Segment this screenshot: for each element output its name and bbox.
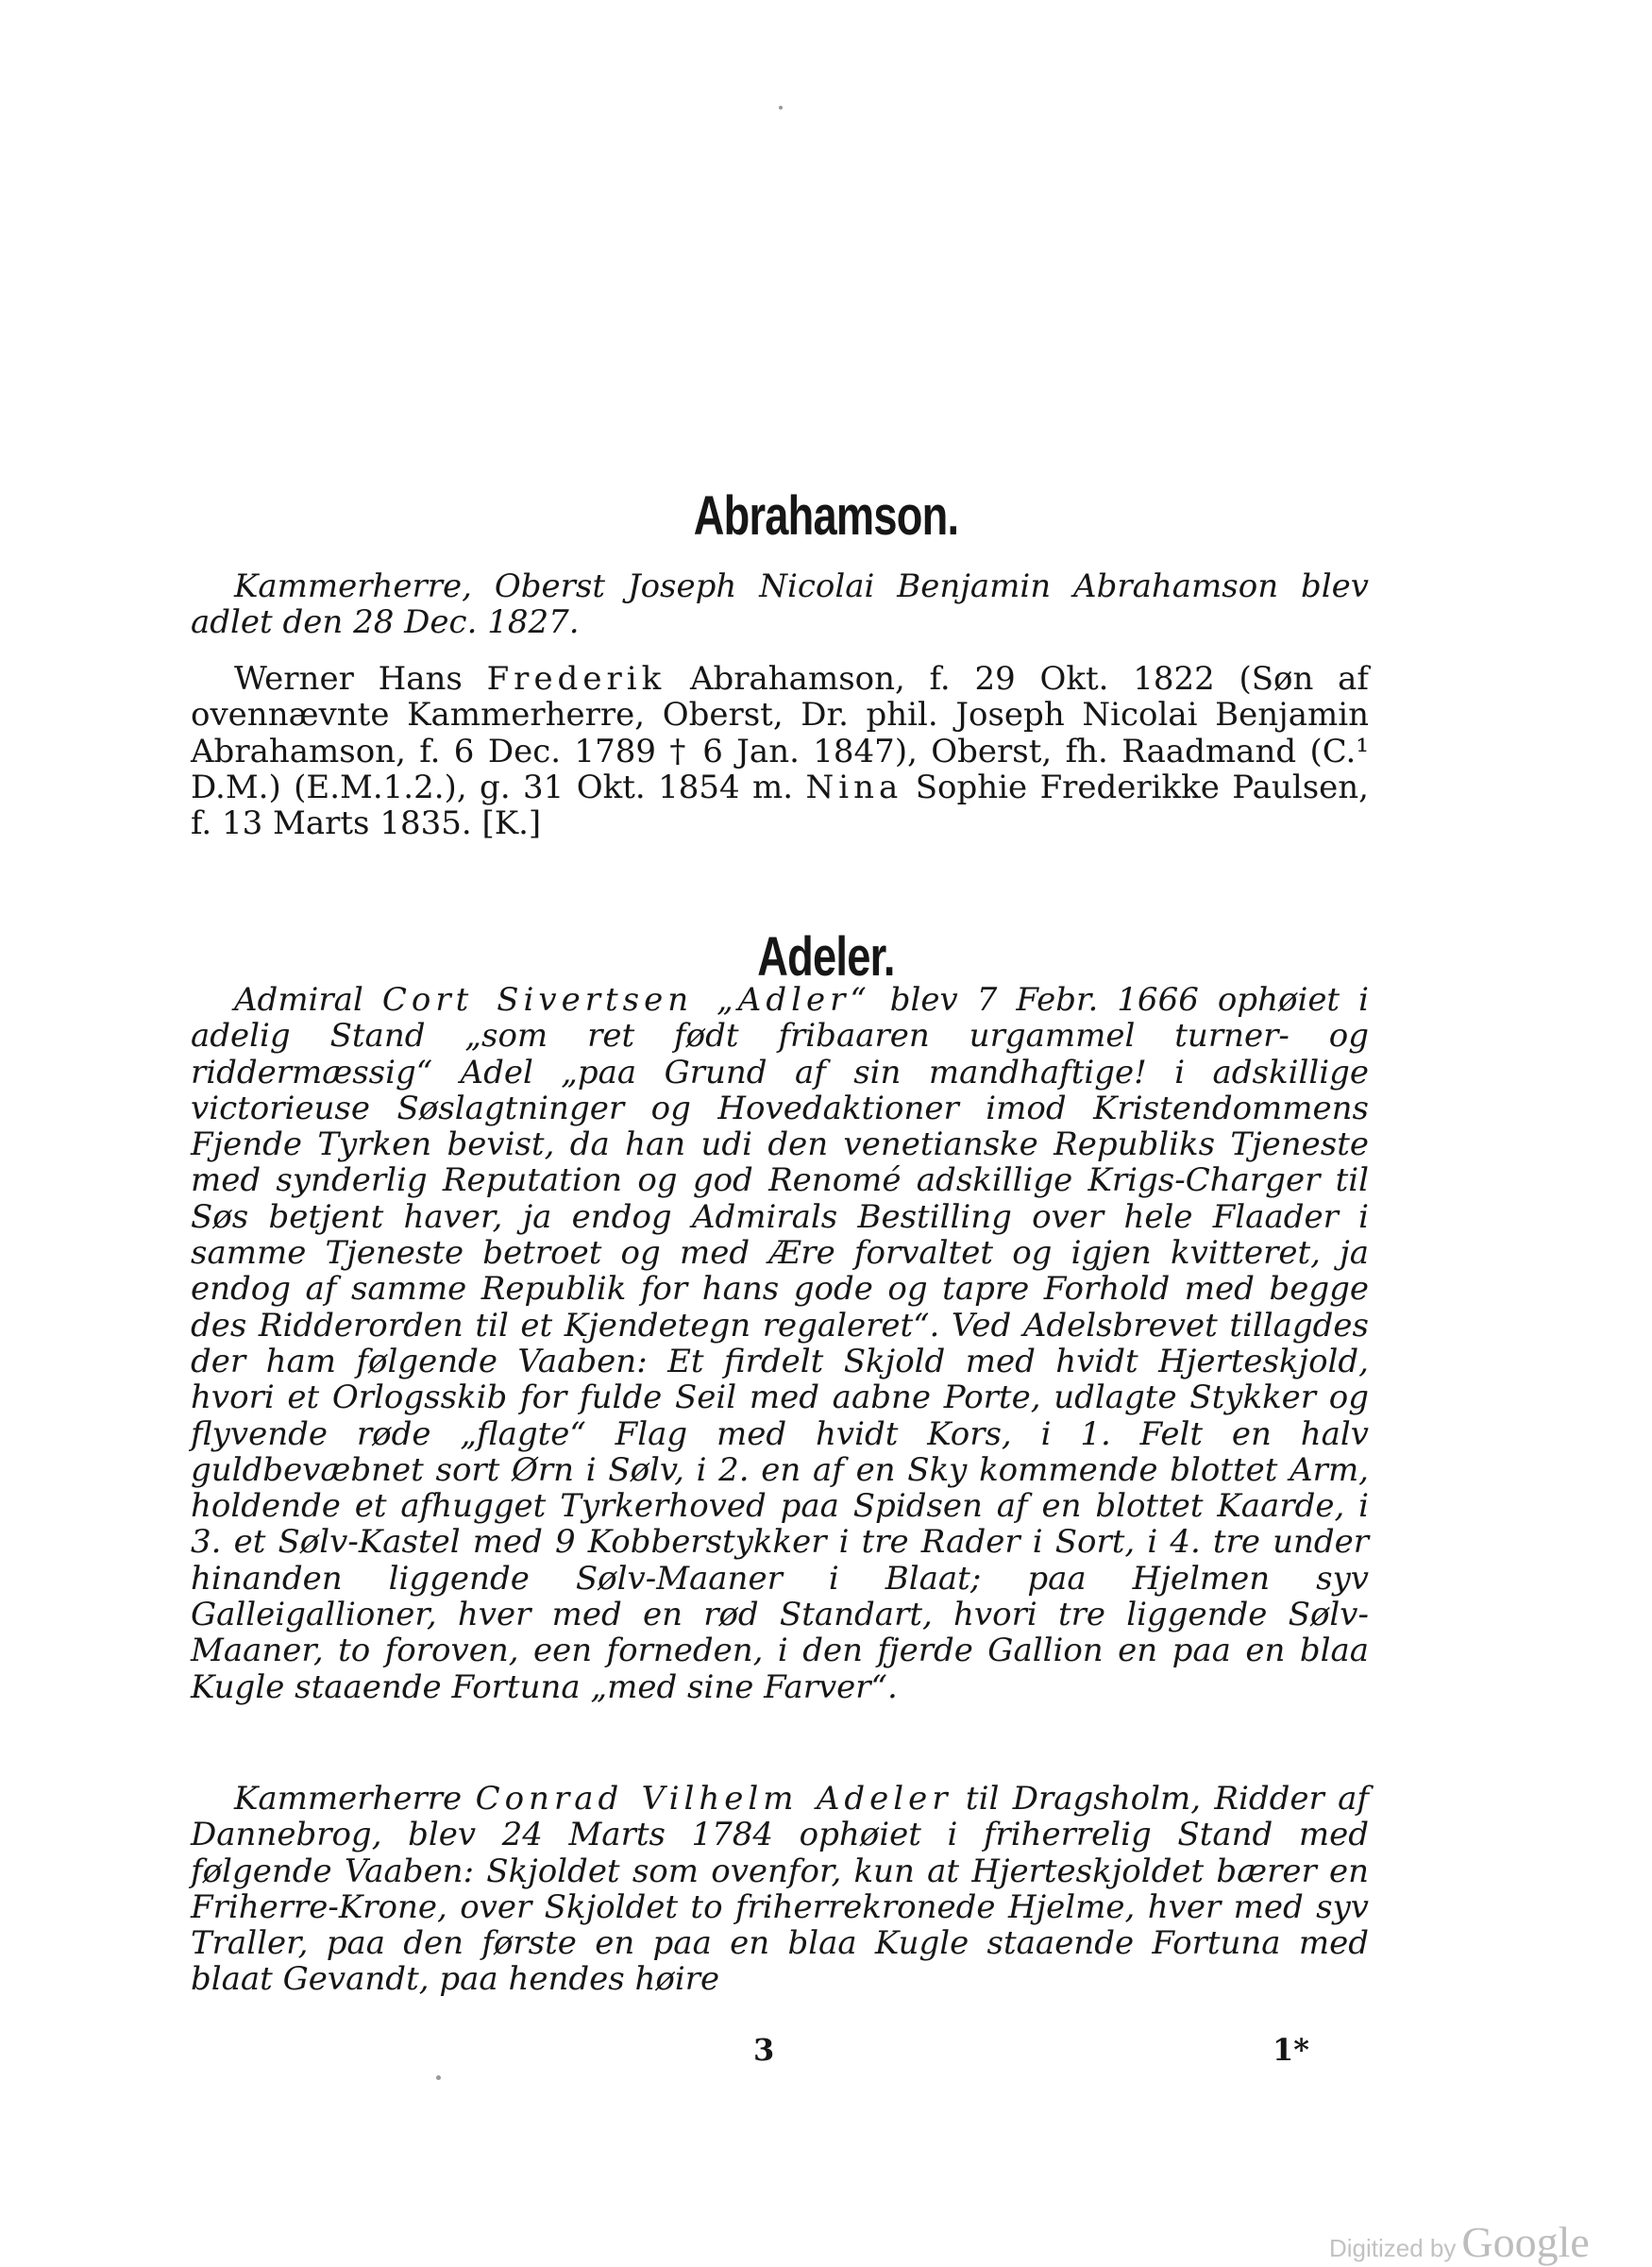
entry-name-spaced: Frederik <box>486 660 666 698</box>
para1-lead: Admiral <box>234 981 363 1019</box>
section-heading-abrahamson: Abrahamson. <box>693 485 959 547</box>
abrahamson-entry-text <box>191 661 1369 841</box>
watermark-prefix: Digitized by <box>1329 2234 1457 2262</box>
page-number: 3 <box>753 2032 775 2068</box>
adeler-paragraph-2-text <box>191 1781 1369 1998</box>
section-heading-adeler: Adeler. <box>757 926 895 988</box>
adeler-paragraph-1-text <box>191 982 1369 1705</box>
paper-speck <box>779 106 783 110</box>
digitized-watermark <box>1329 2217 1590 2267</box>
signature-mark: 1* <box>1273 2032 1309 2068</box>
para2-spaced-name: Conrad Vilhelm Adeler <box>475 1780 952 1818</box>
para1-spaced-name: Cort Sivertsen „Adler“ <box>381 981 871 1019</box>
adeler-paragraph-1 <box>191 982 1369 1705</box>
adeler-paragraph-2 <box>191 1781 1369 1998</box>
paper-speck <box>436 2075 441 2080</box>
abrahamson-intro <box>191 568 1369 641</box>
entry-text-b: Sophie Frederikke Paulsen, f. 13 Marts 1835. [K.] <box>191 768 1369 843</box>
entry-name-prefix: Werner Hans <box>234 660 463 698</box>
para2-lead: Kammerherre <box>234 1780 463 1818</box>
para2-body: til Dragsholm, Ridder af Dannebrog, blev 24 Marts 1784 ophøiet i friherrelig Stand med følgende Vaaben: Skjoldet som ovenfor, kun at Hjerteskjoldet bærer en Friherre-Krone, over Skjoldet to friherrekronede Hjelme, hver med syv Traller, paa den første en paa en blaa Kugle staaende Fortuna med blaat Gevandt, paa hendes høire <box>191 1780 1370 1999</box>
para1-body: blev 7 Febr. 1666 ophøiet i adelig Stand „som ret født fribaaren urgammel turner- og riddermæssig“ Adel „paa Grund af sin mandhaftige! i adskillige victorieuse Søslagtninger og Hovedaktioner imod Kristendommens Fjende Tyrken bevist, da han udi den venetianske Republiks Tjeneste med synderlig Reputation og god Renomé adskillige Krigs-Charger til Søs betjent haver, ja endog Admirals Bestilling over hele Flaader i samme Tjeneste betroet og med Ære forvaltet og igjen kvitteret, ja endog af samme Republik for hans gode og tapre Forhold med begge des Ridderorden til et Kjendetegn regaleret“. Ved Adelsbrevet tillagdes der ham følgende Vaaben: Et firdelt Skjold med hvidt Hjerteskjold, hvori et Orlogsskib for fulde Seil med aabne Porte, udlagte Stykker og flyvende røde „flagte“ Flag med hvidt Kors, i 1. Felt en halv guldbevæbnet sort Ørn i Sølv, i 2. en af en Sky kommende blottet Arm, holdende et afhugget Tyrkerhoved paa Spidsen af en blottet Kaarde, i 3. et Sølv-Kastel med 9 Kobberstykker i tre Rader i Sort, i 4. tre under hinanden liggende Sølv-Maaner i Blaat; paa Hjelmen syv Galleigallioner, hver med en rød Standart, hvori tre liggende Sølv-Maaner, to foroven, een forneden, i den fjerde Gallion en paa en blaa Kugle staaende Fortuna „med sine Farver“. <box>191 981 1369 1706</box>
entry-text-a: Abrahamson, f. 29 Okt. 1822 (Søn af ovennævnte Kammerherre, Oberst, Dr. phil. Joseph Nicolai Benjamin Abrahamson, f. 6 Dec. 1789 † 6 Jan. 1847), Oberst, fh. Raadmand (C.¹ D.M.) (E.M.1.2.), g. 31 Okt. 1854 m. <box>191 660 1369 806</box>
watermark-brand: Google <box>1461 2218 1590 2266</box>
abrahamson-entry <box>191 661 1369 841</box>
entry-wife-spaced: Nina <box>805 768 903 806</box>
abrahamson-intro-text: Kammerherre, Oberst Joseph Nicolai Benjamin Abrahamson blev adlet den 28 Dec. 1827. <box>191 567 1369 642</box>
